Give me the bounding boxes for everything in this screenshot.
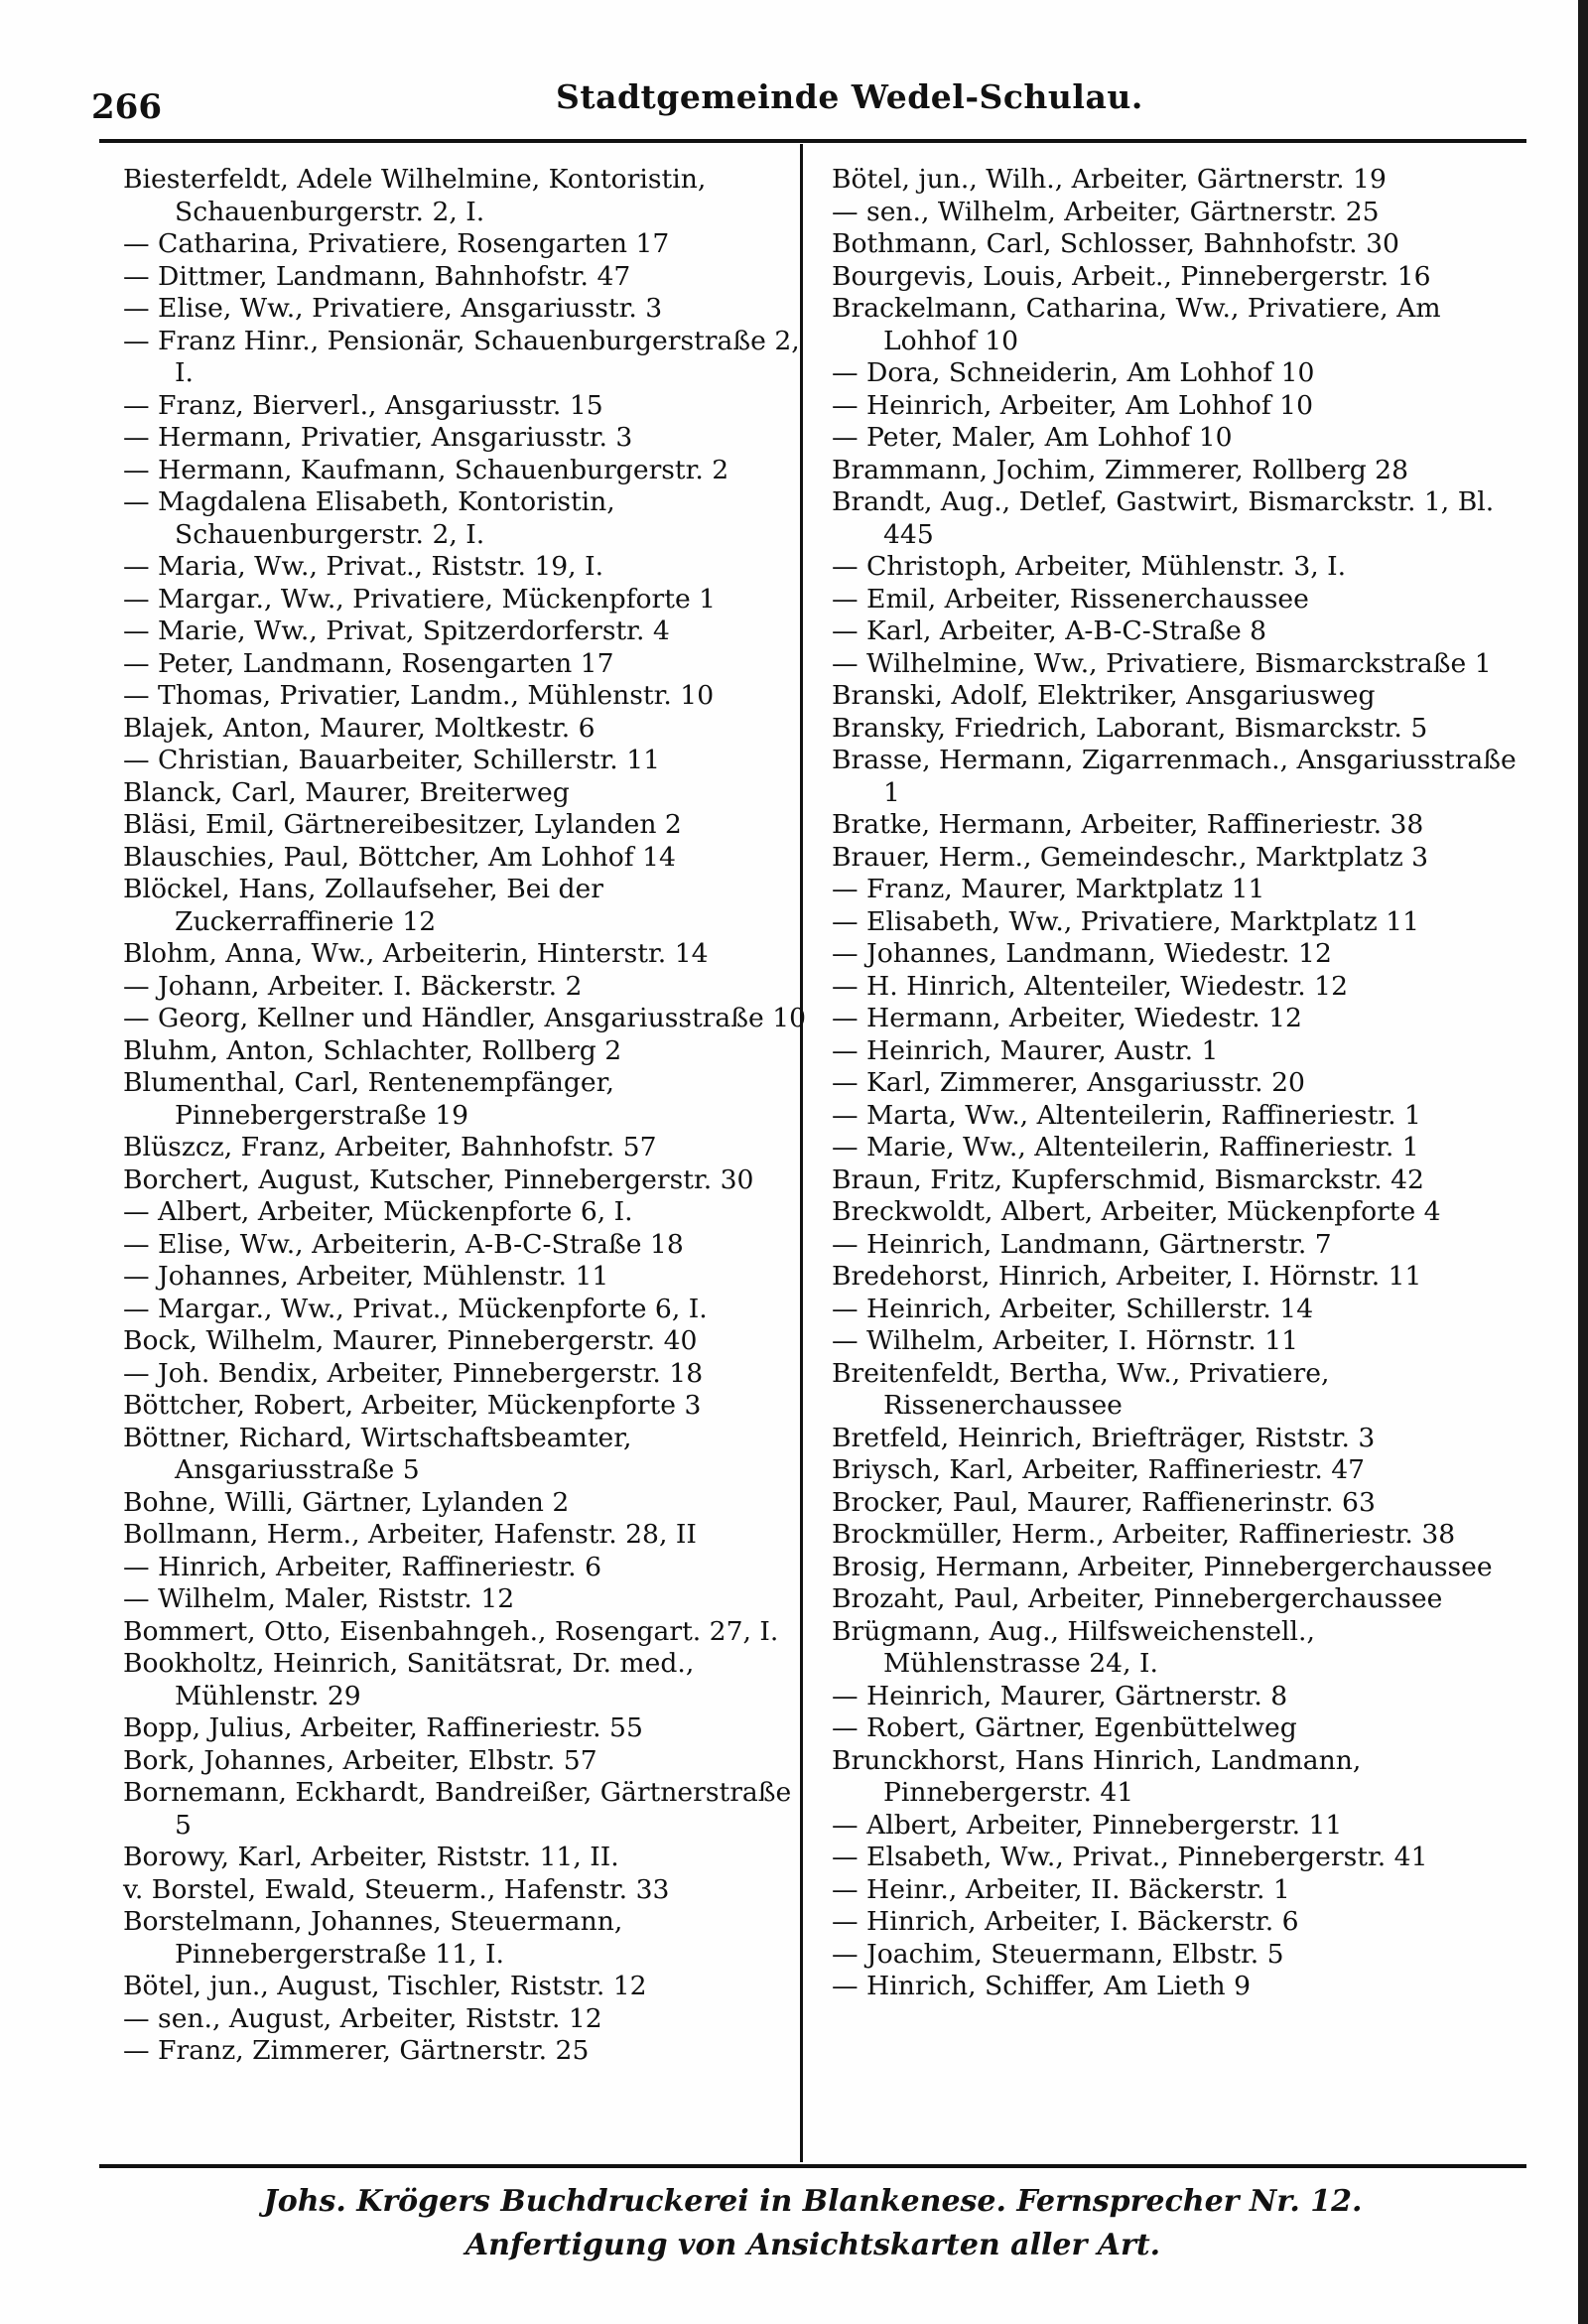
directory-entry: — Elise, Ww., Arbeiterin, A-B-C-Straße 18 — [123, 1228, 684, 1260]
directory-entry: — Heinrich, Arbeiter, Schillerstr. 14 — [832, 1293, 1314, 1324]
directory-entry: — sen., Wilhelm, Arbeiter, Gärtnerstr. 25 — [832, 196, 1380, 227]
directory-entry: — Marta, Ww., Altenteilerin, Raffineriestr. 1 — [832, 1099, 1421, 1131]
directory-entry: — Joh. Bendix, Arbeiter, Pinnebergerstr. 18 — [123, 1357, 704, 1389]
directory-entry: Brackelmann, Catharina, Ww., Privatiere, Am Lohhof 10 — [832, 293, 1441, 356]
directory-entry: Borchert, August, Kutscher, Pinnebergerstr. 30 — [123, 1163, 754, 1195]
directory-entry: Blumenthal, Carl, Rentenempfänger, Pinnebergerstraße 19 — [123, 1067, 614, 1131]
directory-entry: Biesterfeldt, Adele Wilhelmine, Kontoristin, Schauenburgerstr. 2, I. — [123, 164, 707, 227]
directory-entry: Borowy, Karl, Arbeiter, Riststr. 11, II. — [123, 1842, 619, 1872]
directory-entry: Bransky, Friedrich, Laborant, Bismarckstr. 5 — [832, 712, 1428, 744]
directory-entry: Bothmann, Carl, Schlosser, Bahnhofstr. 30 — [832, 228, 1399, 259]
directory-entry: Böttcher, Robert, Arbeiter, Mückenpforte 3 — [123, 1390, 702, 1421]
directory-entry: Brosig, Hermann, Arbeiter, Pinnebergerchaussee — [832, 1551, 1493, 1582]
directory-entry: Bornemann, Eckhardt, Bandreißer, Gärtnerstraße 5 — [123, 1777, 792, 1841]
directory-entry: Blauschies, Paul, Böttcher, Am Lohhof 14 — [123, 841, 676, 873]
directory-entry: — Thomas, Privatier, Landm., Mühlenstr. 10 — [123, 680, 715, 711]
directory-entry: Bredehorst, Hinrich, Arbeiter, I. Hörnstr. 11 — [832, 1261, 1422, 1292]
directory-entry: Bookholtz, Heinrich, Sanitätsrat, Dr. med., Mühlenstr. 29 — [123, 1648, 695, 1711]
directory-entry: Blajek, Anton, Maurer, Moltkestr. 6 — [123, 712, 596, 744]
directory-entry: — Wilhelm, Arbeiter, I. Hörnstr. 11 — [832, 1325, 1299, 1356]
page-number: 266 — [91, 87, 162, 127]
directory-entry: — Wilhelmine, Ww., Privatiere, Bismarckstraße 1 — [832, 647, 1492, 679]
directory-entry: — Marie, Ww., Altenteilerin, Raffineriestr. 1 — [832, 1132, 1419, 1162]
page-edge-shadow — [1578, 0, 1588, 2324]
directory-entry: — Hinrich, Schiffer, Am Lieth 9 — [832, 1971, 1252, 2001]
directory-entry: Breitenfeldt, Bertha, Ww., Privatiere, Rissenerchaussee — [832, 1357, 1330, 1421]
directory-entry: Brocker, Paul, Maurer, Raffienerinstr. 63 — [832, 1486, 1376, 1518]
printer-imprint: Johs. Krögers Buchdruckerei in Blankenese. Fernsprecher Nr. 12. — [263, 2184, 1363, 2219]
directory-entry: — Hermann, Kaufmann, Schauenburgerstr. 2 — [123, 454, 729, 485]
directory-entry: — Hinrich, Arbeiter, Raffineriestr. 6 — [123, 1551, 601, 1582]
directory-entry: Brockmüller, Herm., Arbeiter, Raffineriestr. 38 — [832, 1519, 1456, 1550]
directory-entry: — Dittmer, Landmann, Bahnhofstr. 47 — [123, 260, 631, 292]
directory-entry: Bretfeld, Heinrich, Briefträger, Riststr. 3 — [832, 1422, 1376, 1453]
directory-entry: — Johann, Arbeiter. I. Bäckerstr. 2 — [123, 970, 583, 1002]
directory-entry: Bötel, jun., August, Tischler, Riststr. 12 — [123, 1971, 647, 2001]
directory-entry: Böttner, Richard, Wirtschaftsbeamter, Ansgariusstraße 5 — [123, 1422, 632, 1485]
directory-entry: — Hermann, Privatier, Ansgariusstr. 3 — [123, 422, 633, 453]
directory-entry: Bock, Wilhelm, Maurer, Pinnebergerstr. 40 — [123, 1325, 698, 1356]
directory-entry: Bourgevis, Louis, Arbeit., Pinnebergerstr. 16 — [832, 260, 1431, 292]
directory-entry: — Christian, Bauarbeiter, Schillerstr. 11 — [123, 745, 661, 775]
directory-entry: — Karl, Zimmerer, Ansgariusstr. 20 — [832, 1067, 1305, 1098]
directory-entry: Brunckhorst, Hans Hinrich, Landmann, Pinnebergerstr. 41 — [832, 1744, 1362, 1808]
directory-entry: Breckwoldt, Albert, Arbeiter, Mückenpforte 4 — [832, 1196, 1441, 1227]
directory-entry: Branski, Adolf, Elektriker, Ansgariusweg — [832, 680, 1376, 711]
directory-entry: Bluhm, Anton, Schlachter, Rollberg 2 — [123, 1034, 622, 1066]
directory-entry: — Heinrich, Arbeiter, Am Lohhof 10 — [832, 389, 1314, 421]
directory-entry: — Hermann, Arbeiter, Wiedestr. 12 — [832, 1003, 1302, 1033]
directory-entry: Blanck, Carl, Maurer, Breiterweg — [123, 776, 570, 808]
directory-entry: Borstelmann, Johannes, Steuermann, Pinnebergerstraße 11, I. — [123, 1906, 623, 1970]
directory-entry: — Elisabeth, Ww., Privatiere, Marktplatz 11 — [832, 905, 1420, 937]
directory-entry: — Heinrich, Maurer, Gärtnerstr. 8 — [832, 1680, 1288, 1711]
directory-entry: Brozaht, Paul, Arbeiter, Pinnebergerchaussee — [832, 1583, 1443, 1614]
directory-entry: — Catharina, Privatiere, Rosengarten 17 — [123, 228, 670, 259]
directory-entry: Bork, Johannes, Arbeiter, Elbstr. 57 — [123, 1744, 597, 1776]
directory-entry: — H. Hinrich, Altenteiler, Wiedestr. 12 — [832, 970, 1348, 1002]
directory-entry: — Franz, Maurer, Marktplatz 11 — [832, 874, 1265, 904]
directory-entry: — Wilhelm, Maler, Riststr. 12 — [123, 1583, 515, 1614]
directory-entry: — Johannes, Landmann, Wiedestr. 12 — [832, 938, 1332, 969]
directory-entry: Blohm, Anna, Ww., Arbeiterin, Hinterstr. 14 — [123, 938, 709, 969]
directory-entry: Brandt, Aug., Detlef, Gastwirt, Bismarckstr. 1, Bl. 445 — [832, 486, 1495, 550]
directory-entry: Brasse, Hermann, Zigarrenmach., Ansgariusstraße 1 — [832, 745, 1517, 808]
directory-entry: — Christoph, Arbeiter, Mühlenstr. 3, I. — [832, 551, 1347, 582]
directory-entry: — Elsabeth, Ww., Privat., Pinnebergerstr. 41 — [832, 1842, 1428, 1872]
directory-entry: — Peter, Landmann, Rosengarten 17 — [123, 647, 614, 679]
directory-entry: — Franz Hinr., Pensionär, Schauenburgerstraße 2, I. — [123, 325, 800, 388]
directory-entry: — Margar., Ww., Privatiere, Mückenpforte 1 — [123, 583, 717, 615]
directory-entry: — Karl, Arbeiter, A-B-C-Straße 8 — [832, 615, 1267, 646]
directory-entry: — Heinr., Arbeiter, II. Bäckerstr. 1 — [832, 1873, 1290, 1905]
directory-entry: Braun, Fritz, Kupferschmid, Bismarckstr. 42 — [832, 1163, 1424, 1195]
directory-entry: — Albert, Arbeiter, Pinnebergerstr. 11 — [832, 1809, 1343, 1841]
directory-entry: Bötel, jun., Wilh., Arbeiter, Gärtnerstr. 19 — [832, 164, 1387, 195]
left-column — [123, 164, 808, 2068]
directory-entry: Bommert, Otto, Eisenbahngeh., Rosengart. 27, I. — [123, 1615, 779, 1647]
directory-entry: — Albert, Arbeiter, Mückenpforte 6, I. — [123, 1196, 633, 1227]
directory-entry: — Joachim, Steuermann, Elbstr. 5 — [832, 1938, 1284, 1970]
directory-entry: — Magdalena Elisabeth, Kontoristin, Schauenburgerstr. 2, I. — [123, 486, 615, 550]
right-column — [832, 164, 1517, 2003]
directory-entry: Blüszcz, Franz, Arbeiter, Bahnhofstr. 57 — [123, 1132, 657, 1162]
running-head-title: Stadtgemeinde Wedel-Schulau. — [556, 77, 1143, 116]
directory-entry: — Heinrich, Landmann, Gärtnerstr. 7 — [832, 1228, 1332, 1260]
directory-entry: Briysch, Karl, Arbeiter, Raffineriestr. 47 — [832, 1454, 1366, 1485]
directory-entry: Brammann, Jochim, Zimmerer, Rollberg 28 — [832, 454, 1409, 485]
directory-entry: Blöckel, Hans, Zollaufseher, Bei der Zuckerraffinerie 12 — [123, 874, 603, 937]
directory-entry: v. Borstel, Ewald, Steuerm., Hafenstr. 33 — [123, 1873, 670, 1905]
directory-entry: Bohne, Willi, Gärtner, Lylanden 2 — [123, 1486, 570, 1518]
directory-entry: Brauer, Herm., Gemeindeschr., Marktplatz 3 — [832, 841, 1429, 873]
directory-entry: — Franz, Zimmerer, Gärtnerstr. 25 — [123, 2035, 590, 2066]
directory-entry: — Hinrich, Arbeiter, I. Bäckerstr. 6 — [832, 1906, 1299, 1937]
directory-entry: — Robert, Gärtner, Egenbüttelweg — [832, 1712, 1297, 1743]
directory-entry: — sen., August, Arbeiter, Riststr. 12 — [123, 2002, 602, 2034]
header-rule — [99, 139, 1526, 143]
directory-entry: — Elise, Ww., Privatiere, Ansgariusstr. 3 — [123, 293, 663, 324]
directory-entry: — Emil, Arbeiter, Rissenerchaussee — [832, 583, 1309, 615]
directory-entry: Bratke, Hermann, Arbeiter, Raffineriestr. 38 — [832, 809, 1424, 840]
directory-entry: Bopp, Julius, Arbeiter, Raffineriestr. 55 — [123, 1712, 643, 1743]
directory-entry: — Peter, Maler, Am Lohhof 10 — [832, 422, 1233, 453]
directory-entry: — Marie, Ww., Privat, Spitzerdorferstr. 4 — [123, 615, 670, 646]
printer-advertisement: Anfertigung von Ansichtskarten aller Art. — [464, 2228, 1161, 2262]
directory-entry: Bollmann, Herm., Arbeiter, Hafenstr. 28, II — [123, 1519, 697, 1550]
directory-entry: — Johannes, Arbeiter, Mühlenstr. 11 — [123, 1261, 609, 1292]
footer-rule — [99, 2164, 1526, 2168]
directory-entry: — Margar., Ww., Privat., Mückenpforte 6, I. — [123, 1293, 708, 1324]
directory-entry: Bläsi, Emil, Gärtnereibesitzer, Lylanden 2 — [123, 809, 682, 840]
directory-entry: — Dora, Schneiderin, Am Lohhof 10 — [832, 357, 1315, 388]
directory-entry: — Georg, Kellner und Händler, Ansgariusstraße 10 — [123, 1003, 807, 1033]
directory-entry: — Maria, Ww., Privat., Riststr. 19, I. — [123, 551, 604, 582]
directory-entry: — Heinrich, Maurer, Austr. 1 — [832, 1034, 1219, 1066]
directory-entry: Brügmann, Aug., Hilfsweichenstell., Mühlenstrasse 24, I. — [832, 1615, 1315, 1679]
directory-entry: — Franz, Bierverl., Ansgariusstr. 15 — [123, 389, 603, 421]
